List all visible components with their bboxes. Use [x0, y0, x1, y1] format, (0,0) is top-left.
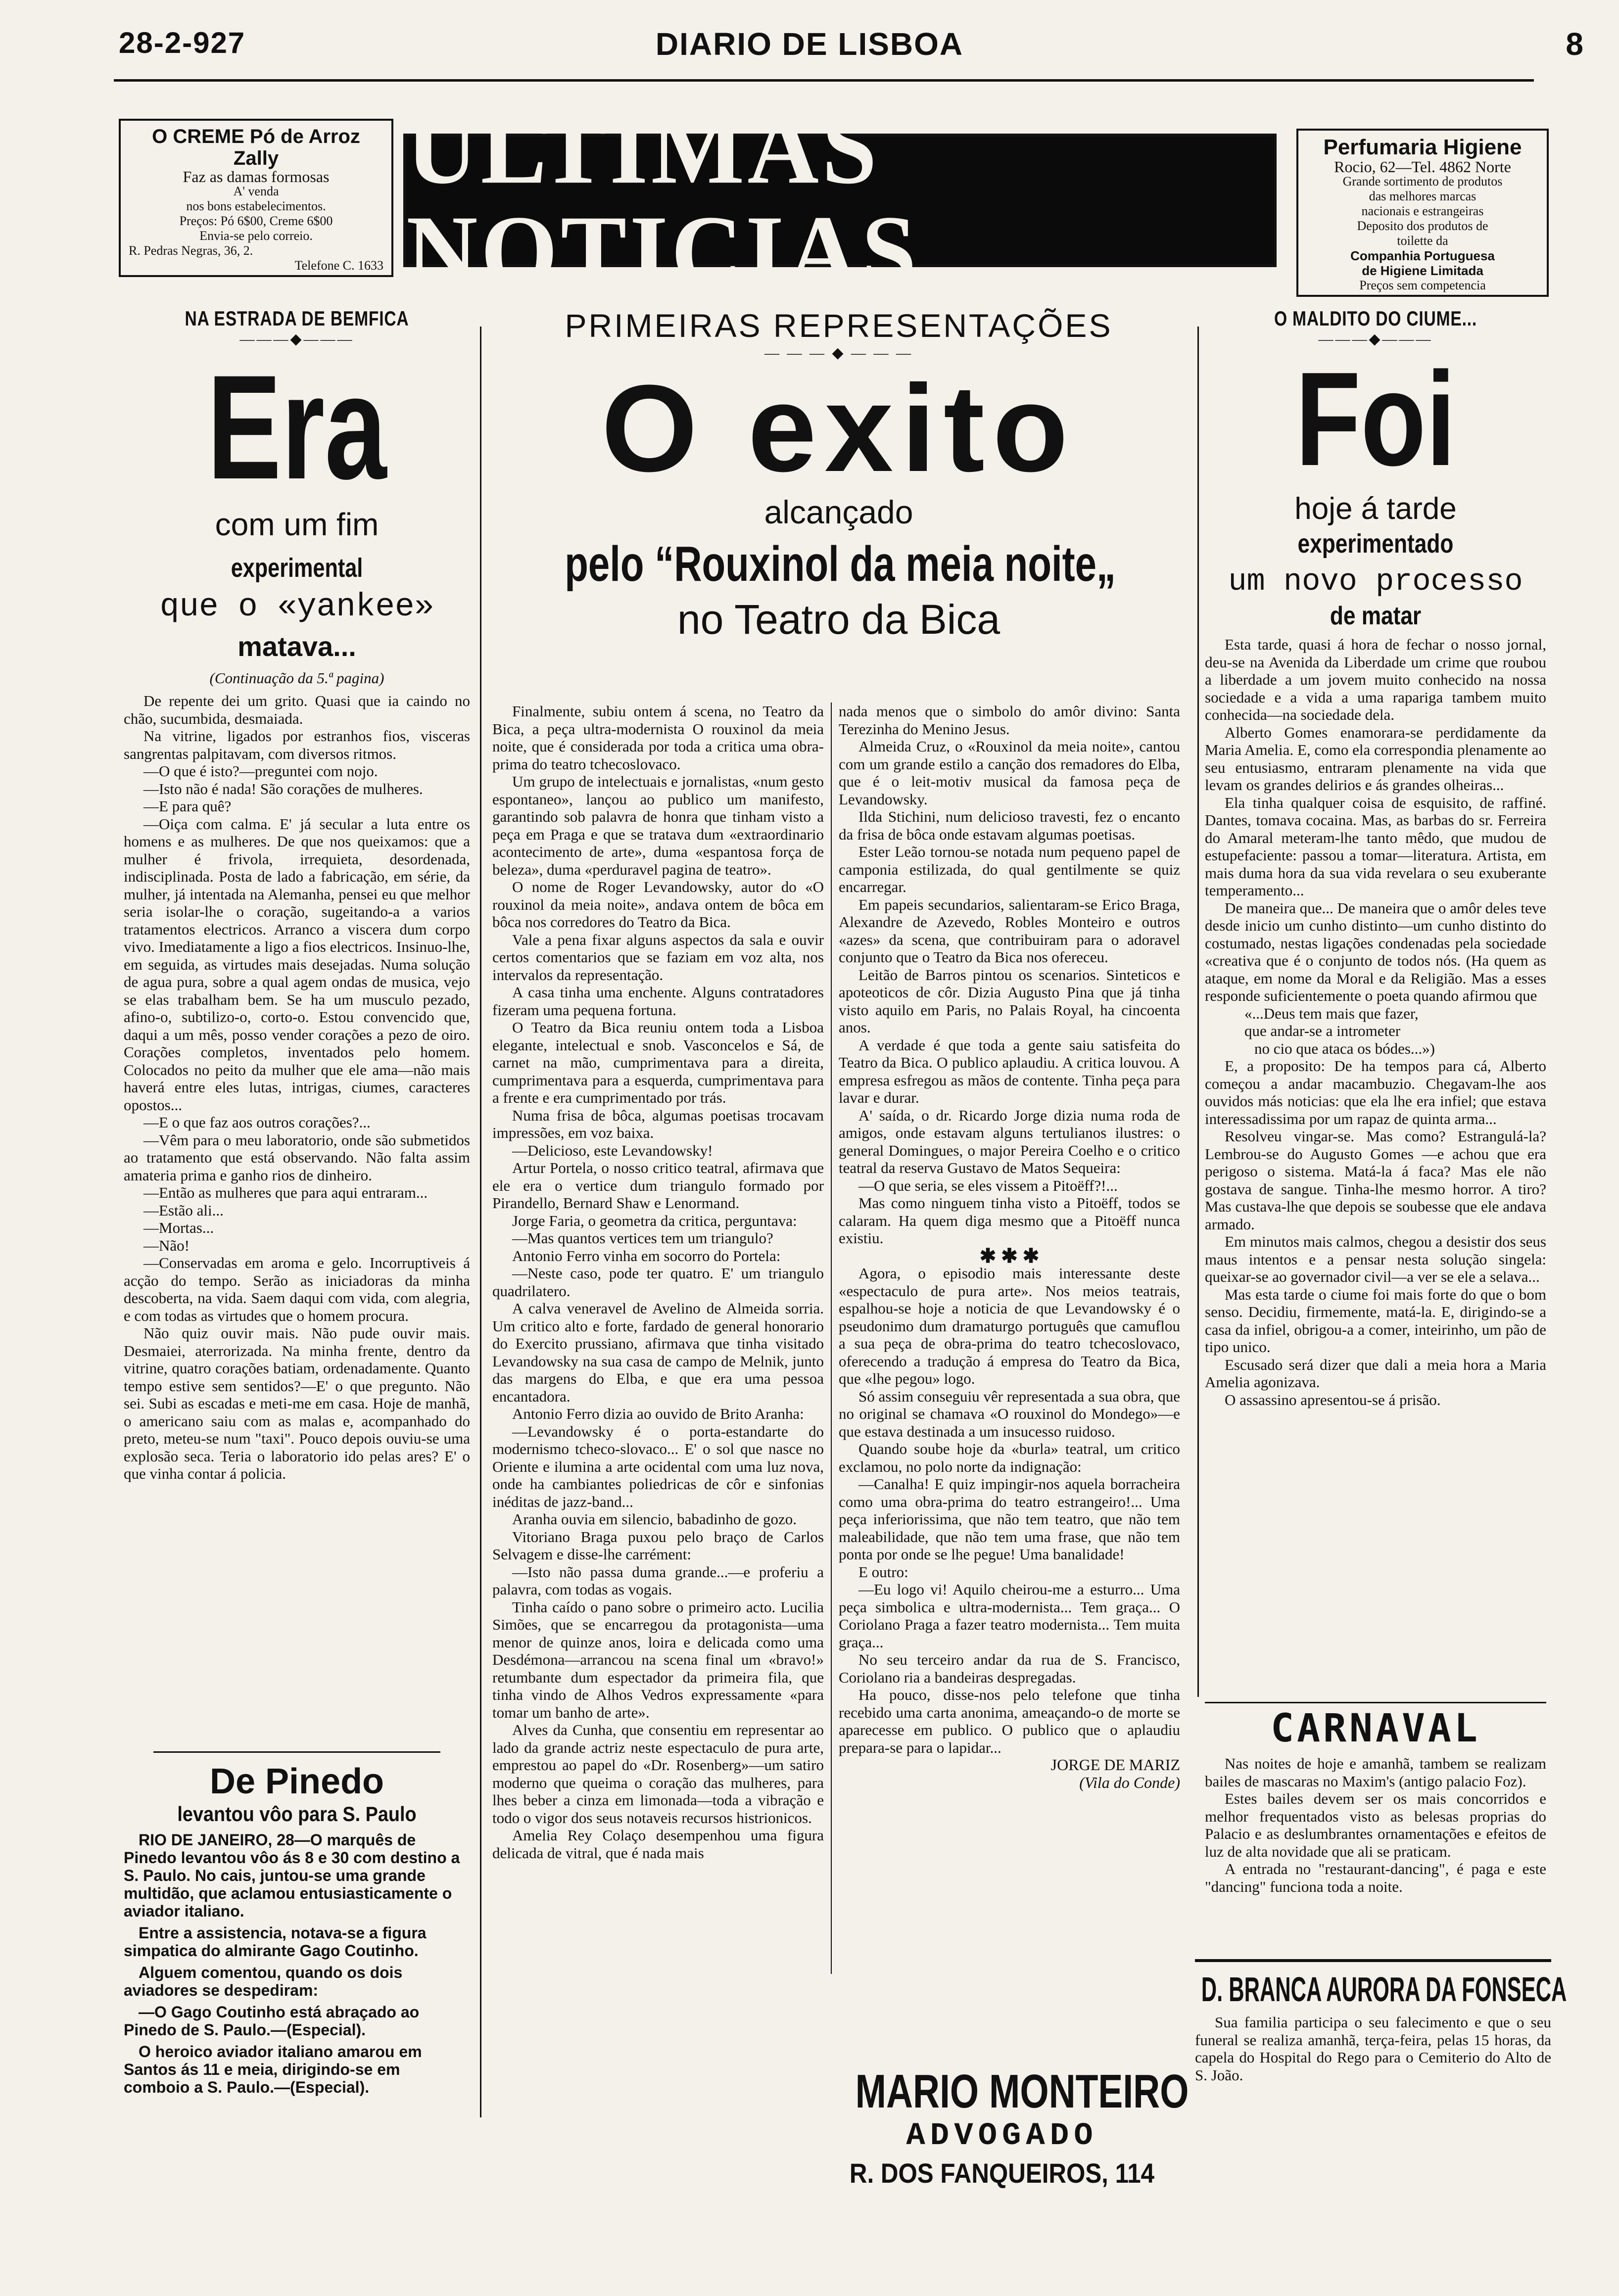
- paragraph: —Delicioso, este Levandowsky!: [512, 1141, 713, 1159]
- story-subhead: experimentado: [1297, 529, 1454, 559]
- ad-perfumaria-line: Rocio, 62—Tel. 4862 Norte: [1334, 158, 1511, 176]
- paragraph: Ela tinha qualquer coisa de esquisito, de raffiné. Dantes, tomava cocaina. Mas, as barbas do sr. Ferreira do Amaral meteram-lhe tanto mêdo, que mudou de estupefaciente: passou a tomar—literatura. Artista, em mais duma hora da sua vida revelara o seu exuberante temperamento...: [1205, 794, 1546, 899]
- paragraph: A' saída, o dr. Ricardo Jorge dizia numa roda de amigos, onde estavam alguns tertulianos ilustres: o general Domingues, o major Pereira Coelho e o critico teatral da reserva Gustavo de Matos Sequeira:: [839, 1106, 1180, 1176]
- story-de-pinedo: [124, 1764, 470, 2100]
- story-o-exito: [487, 307, 1190, 2189]
- ad-mario-role: ADVOGADO: [906, 2118, 1098, 2154]
- ad-creme-zally: [119, 119, 393, 277]
- paragraph: Leitão de Barros pintou os scenarios. Sinteticos e apoteoticos de côr. Dizia Augusto Pina que já tinha visto aquilo em Paris, no Palais Royal, ha cincoenta anos.: [839, 966, 1180, 1036]
- paragraph: Artur Portela, o nosso critico teatral, afirmava que ele era o vertice dum triangulo formado por Pirandello, Bernard Shaw e Lenormand.: [492, 1159, 824, 1212]
- story-subhead: matava...: [238, 631, 356, 662]
- paragraph: Alberto Gomes enamorara-se perdidamente da Maria Amelia. E, como ela correspondia plenamente ao seu entusiasmo, entraram plenamente na vida que levam os grandes delirios e ás grandes olheiras...: [1205, 723, 1546, 794]
- story-subhead: hoje á tarde: [1294, 492, 1457, 526]
- paragraph: —Não!: [143, 1236, 190, 1254]
- ornament: — — — ◆ — — —: [764, 345, 913, 361]
- story-subhead: alcançado: [764, 494, 913, 530]
- paragraph: —Canalha! E quiz impingir-nos aquela borracheira como uma obra-prima do teatro estrangeiro!... Uma peça inferiorissima, que não tem teatro, que não tem maleabilidade, que não tem uma frase, que não tem ponta por onde se lhe pegue! Uma banalidade!: [839, 1475, 1180, 1563]
- column-rule: [480, 327, 481, 2117]
- paragraph: Entre a assistencia, notava-se a figura simpatica do almirante Gago Coutinho.: [124, 1924, 427, 1960]
- paragraph: Almeida Cruz, o «Rouxinol da meia noite», cantou com um grande estilo a canção dos remadores do Elba, que é o leit-motiv musical da famosa peça de Levandowsky.: [839, 738, 1180, 808]
- paragraph: Na vitrine, ligados por estranhos fios, visceras sangrentas palpitavam, com diversos ritmos.: [124, 727, 470, 762]
- ad-zally-brand: O CREME Pó de Arroz Zally: [152, 126, 360, 169]
- paragraph: Só assim conseguiu vêr representada a sua obra, que no original se chamava «O rouxinol do Mondego»—e que estava destinada a um insucesso ruidoso.: [839, 1387, 1180, 1440]
- ultimas-noticias-banner: [403, 91, 1277, 310]
- paragraph: Finalmente, subiu ontem á scena, no Teatro da Bica, a peça ultra-modernista O rouxinol da meia noite, que é considerada por toda a critica uma obra-prima do teatro tchecoslovaco.: [492, 703, 824, 773]
- paragraph: A calva veneravel de Avelino de Almeida sorria. Um critico alto e forte, fardado de general honorario do Exercito prussiano, afirmava que tinha visitado Levandowsky na sua casa de campo de Melnik, junto das margens do Elba, e que era uma pessoa encantadora.: [492, 1300, 824, 1405]
- paragraph: Alguem comentou, quando os dois aviadores se despediram:: [124, 1964, 403, 1999]
- ad-perfumaria-line: Preços sem competencia: [1359, 278, 1486, 292]
- ad-perfumaria-line: das melhores marcas: [1369, 189, 1476, 203]
- ad-perfumaria-line: Deposito dos produtos de: [1357, 219, 1488, 233]
- paragraph: Vale a pena fixar alguns aspectos da sala e ouvir certos comentarios que se faziam em voz alta, nos intervalos da representação.: [492, 931, 824, 984]
- banner-title: ULTIMAS NOTICIAS: [406, 91, 920, 310]
- paragraph: Um grupo de intelectuais e jornalistas, «num gesto espontaneo», lançou ao publico um manifesto, garantindo sob palavra de honra que tinham visto a peça em Praga e que se tratava dum «extraordinario acontecimento de arte», duma «espantosa força de beleza», duma «perduravel pagina de teatro».: [492, 773, 824, 878]
- carnaval-title: CARNAVAL: [1271, 1706, 1480, 1751]
- ad-perfumaria-line: Grande sortimento de produtos: [1342, 174, 1503, 188]
- paragraph: Agora, o episodio mais interessante deste «espectaculo de pura arte». Nos meios teatrais, espalhou-se hoje a noticia de que Levandowsky é o pseudonimo dum dramaturgo português que camuflou a sua peça de obra-prima do teatro tchecoslovaco, oferecendo a tradução á empresa do Teatro da Bica, que «lhe pegou» logo.: [839, 1265, 1180, 1387]
- story-era: [124, 307, 470, 2096]
- column-rule: [1197, 327, 1199, 1697]
- paragraph: —Vêm para o meu laboratorio, onde são submetidos ao tratamento que está observando. Não falta assim amateria prima e ganho rios de dinheiro.: [124, 1131, 470, 1184]
- story-kicker: O MALDITO DO CIUME...: [1274, 307, 1477, 330]
- ornament: ———◆———: [239, 331, 354, 347]
- paragraph: Ilda Stichini, num delicioso travesti, fez o encanto da frisa de bôca onde estavam algumas poetisas.: [839, 808, 1180, 843]
- paragraph: —Conservadas em aroma e gelo. Incorruptiveis á acção do tempo. Serão as iniciadoras da minha descoberta, na vida. Saem daqui com vida, com alegria, e com todas as virtudes que o homem procura.: [124, 1254, 470, 1324]
- pinedo-headline: De Pinedo: [209, 1762, 384, 1801]
- paragraph: nada menos que o simbolo do amôr divino: Santa Terezinha do Menino Jesus.: [839, 703, 1180, 738]
- story-subhead: pelo “Rouxinol da meia noite„: [565, 536, 1116, 592]
- paragraph: A casa tinha uma enchente. Alguns contratadores fizeram uma pequena fortuna.: [492, 984, 824, 1019]
- paragraph: O Teatro da Bica reuniu ontem toda a Lisboa elegante, intelectual e snob. Vasconcelos e Sá, de carnet na mão, cumprimentava para a direita, cumprimentava para a esquerda, cumprimentava para a frente e era cumprimentado por trás.: [492, 1019, 824, 1106]
- paragraph: —E o que faz aos outros corações?...: [143, 1114, 371, 1131]
- continuation-note: (Continuação da 5.ª pagina): [209, 669, 384, 687]
- paragraph: Não quiz ouvir mais. Não pude ouvir mais. Desmaiei, aterrorizada. Na minha frente, dentro da vitrine, quatro corações batiam, ordenadamente. Quanto tempo estive sem sentidos?—E' o que pregunto. Não sei. Subi as escadas e meti-me em casa. Hoje de manhã, o americano saiu com as malas e, acompanhado do preto, meteu-se num "taxi". Pouco depois ouviu-se uma explosão seca. Teria o laboratorio ido pelas ares? E' o que vinha contar á policia.: [124, 1324, 470, 1482]
- paragraph: O heroico aviador italiano amarou em Santos ás 11 e meia, dirigindo-se em comboio a S. Paulo.—(Especial).: [124, 2043, 422, 2096]
- paragraph: O nome de Roger Levandowsky, autor do «O rouxinol da meia noite», andava ontem de bôca em bôca nos corredores do Teatro da Bica.: [492, 878, 824, 931]
- section-stars: ✱ ✱ ✱: [979, 1244, 1040, 1267]
- author-name: JORGE DE MARIZ: [1050, 1756, 1180, 1774]
- paragraph: Escusado será dizer que dali a meia hora a Maria Amelia agonizava.: [1205, 1356, 1546, 1391]
- paragraph: —Mas quantos vertices tem um triangulo?: [512, 1229, 773, 1247]
- paragraph: A entrada no "restaurant-dancing", é paga e este "dancing" funciona toda a noite.: [1205, 1860, 1546, 1895]
- paragraph: —Eu logo vi! Aquilo cheirou-me a esturro... Uma peça simbolica e ultra-modernista... Tem graça... O Coriolano Praga a fazer teatro modernista... Tem muita graça...: [839, 1581, 1180, 1651]
- paragraph: E outro:: [858, 1563, 908, 1581]
- ad-perfumaria-line: de Higiene Limitada: [1362, 263, 1483, 278]
- story-body: [124, 692, 470, 1483]
- page-number: 8: [1566, 26, 1584, 62]
- paragraph: A verdade é que toda a gente saiu satisfeita do Teatro da Bica. O publico aplaudiu. A critica louvou. A empresa esfregou as mãos de contente. Tinha peça para lavar e durar.: [839, 1036, 1180, 1106]
- story-body: [1205, 636, 1546, 1408]
- paragraph: Numa frisa de bôca, algumas poetisas trocavam impressões, em voz baixa.: [492, 1106, 824, 1141]
- ad-perfumaria-line: toilette da: [1397, 234, 1448, 248]
- paragraph: No seu terceiro andar da rua de S. Francisco, Coriolano ria a bandeiras despregadas.: [839, 1651, 1180, 1686]
- story-subhead: que o «yankee»: [159, 588, 434, 625]
- ad-perfumaria-line: Companhia Portuguesa: [1350, 248, 1495, 263]
- paragraph: De repente dei um grito. Quasi que ia caindo no chão, sucumbida, desmaiada.: [124, 692, 470, 727]
- pinedo-subhead: levantou vôo para S. Paulo: [177, 1802, 417, 1826]
- story-headline: Era: [207, 344, 387, 510]
- story-headline: Foi: [1295, 345, 1456, 494]
- verse-line: que andar-se a intrometer: [1244, 1022, 1401, 1039]
- paragraph: Jorge Faria, o geometra da critica, perguntava:: [512, 1212, 797, 1229]
- obituary-notice: [1195, 1959, 1567, 2084]
- paragraph: Vitoriano Braga puxou pelo braço de Carlos Selvagem e disse-lhe carrément:: [492, 1528, 824, 1563]
- story-headline: O exito: [601, 359, 1076, 497]
- paragraph: —Neste caso, pode ter quatro. E' um triangulo quadrilatero.: [492, 1265, 824, 1300]
- paragraph: Em minutos mais calmos, chegou a desistir dos seus maus intentos e a pensar nesta solução singela: queixar-se ao governador civil—a ver se ele a selava...: [1205, 1233, 1546, 1285]
- story-subhead: de matar: [1330, 602, 1422, 630]
- paragraph: RIO DE JANEIRO, 28—O marquês de Pinedo levantou vôo ás 8 e 30 com destino a S. Paulo. No cais, juntou-se uma grande multidão, que aclamou entusiasticamente o aviador italiano.: [124, 1831, 460, 1920]
- ad-mario-address: R. DOS FANQUEIROS, 114: [849, 2157, 1155, 2189]
- paragraph: —Isto não é nada! São corações de mulheres.: [143, 780, 423, 797]
- ad-zally-line: A' venda: [233, 184, 279, 198]
- story-body-col2: [839, 703, 1180, 1791]
- paragraph: —Isto não passa duma grande...—e proferiu a palavra, com todas as vogais.: [492, 1563, 824, 1598]
- paragraph: —Estão ali...: [143, 1201, 224, 1219]
- paragraph: E, a proposito: De ha tempos para cá, Alberto começou a andar macambuzio. Chegavam-lhe aos ouvidos más noticias: que ela lhe era infiel; que estava interessadissima por um rapaz de quinta arma...: [1205, 1057, 1546, 1127]
- ad-zally-line: nos bons estabelecimentos.: [186, 199, 326, 213]
- paragraph: De maneira que... De maneira que o amôr deles teve desde inicio um cunho distinto—um cunho distinto do costumado, nestas ligações condenadas pela sociedade «creativa que é o conjunto de todos nós. (Ha quem as ataque, em nome da Moral e da Religião. Mas a esses responde suficientemente o poeta quando afirmou que: [1205, 899, 1546, 1004]
- paragraph: —Oiça com calma. E' já secular a luta entre os homens e as mulheres. De que nos queixamos: que a mulher é frivola, irrequieta, desordenada, indisciplinada. Posta de lado a fabricação, em série, da mulher, já intentada na Alemanha, pensei eu que melhor seria isolar-lhe o coração, sugeitando-a a varios tratamentos electricos. Arranco a viscera dum corpo vivo. Imediatamente a ligo a fios electricos. Insinuo-lhe, em seguida, as virtudes mais desejadas. Numa solução de agua pura, sobre a qual agem ondas de musica, vejo se elas trabalham bem. Se ha um musculo pezado, afino-o, subtilizo-o, corto-o. Estou convencido que, daqui a um mês, posso vender corações a pezo de oiro. Corações completos, inventados pelo homem. Colocados no peito da mulher que ele ama—não mais haverá entre eles lutas, intrigas, ciumes, caracteres opostos...: [124, 815, 470, 1114]
- paragraph: Resolveu vingar-se. Mas como? Estrangulá-la? Lembrou-se do Augusto Gomes —e achou que era perigoso o sistema. Matá-la á faca? Mas ele não gostava de sangue. Tinha-lhe mesmo horror. A tiro? Mas custava-lhe que depois se soubesse que ele andava armado.: [1205, 1127, 1546, 1233]
- ad-zally-line: Faz as damas formosas: [183, 168, 330, 186]
- paragraph: O assassino apresentou-se á prisão.: [1225, 1391, 1441, 1408]
- verse-line: «...Deus tem mais que fazer,: [1244, 1004, 1419, 1022]
- header-rule: [114, 79, 1534, 82]
- paragraph: —E para quê?: [143, 797, 232, 815]
- ad-zally-line: Telefone C. 1633: [294, 258, 383, 273]
- author-location: (Vila do Conde): [1079, 1773, 1180, 1791]
- ornament: ———◆———: [1318, 331, 1433, 347]
- paragraph: Alves da Cunha, que consentiu em representar ao lado da grande actriz neste espectaculo de pura arte, emprestou ao papel do «Dr. Rosenberg»—um satiro moderno que queima o coração das mulheres, para lhes beber a cinza em limonada—toda a vibração e todo o vigor dos seus notaveis recursos histrionicos.: [492, 1721, 824, 1827]
- story-foi: [1195, 307, 1567, 2084]
- paragraph: Em papeis secundarios, salientaram-se Erico Braga, Alexandre de Azevedo, Robles Monteiro e outros «azes» da scena, que contribuiram para o adoravel conjunto que o Teatro da Bica nos ofereceu.: [839, 895, 1180, 966]
- ad-mario-name: MARIO MONTEIRO: [855, 2065, 1189, 2118]
- ad-perfumaria-line: nacionais e estrangeiras: [1361, 204, 1484, 218]
- obituary-name: D. BRANCA AURORA DA FONSECA: [1201, 1970, 1567, 2009]
- paragraph: Esta tarde, quasi á hora de fechar o nosso jornal, deu-se na Avenida da Liberdade um crime que roubou a liberdade a um jovem muito conhecido na nossa sociedade e a vida a uma rapariga tambem muito conhecida—na sociedade dela.: [1205, 636, 1546, 723]
- paragraph: Estes bailes devem ser os mais concorridos e melhor frequentados visto as belesas proprias do Palacio e as deslumbrantes ornamentações e efeitos de luz de alta novidade que ali se praticam.: [1205, 1790, 1546, 1860]
- story-subhead: com um fim: [215, 507, 379, 542]
- story-subhead: experimental: [231, 553, 363, 583]
- story-kicker: NA ESTRADA DE BEMFICA: [185, 307, 409, 330]
- paragraph: Ha pouco, disse-nos pelo telefone que tinha recebido uma carta anonima, ameaçando-o de morte se aparecesse em publico. O publico que o aplaudiu prepara-se para o lapidar...: [839, 1686, 1180, 1756]
- paragraph: —Mortas...: [143, 1219, 214, 1236]
- section-rule: [1205, 1702, 1546, 1703]
- obituary-body: [1195, 2014, 1551, 2084]
- story-subhead: um novo processo: [1228, 564, 1523, 599]
- column-rule: [831, 703, 832, 1974]
- paragraph: Aranha ouvia em silencio, babadinho de gozo.: [512, 1510, 797, 1528]
- ad-mario-monteiro: [814, 2065, 1190, 2189]
- notice-carnaval: [1205, 1702, 1546, 1895]
- paragraph: Amelia Rey Colaço desempenhou uma figura delicada de vitral, que é nada mais: [492, 1827, 824, 1862]
- paragraph: Ester Leão tornou-se notada num pequeno papel de camponia estilizada, do qual gentilmente se quiz encarregar.: [839, 843, 1180, 895]
- ad-zally-line: R. Pedras Negras, 36, 2.: [129, 243, 253, 258]
- issue-date: 28-2-927: [119, 26, 246, 59]
- pinedo-body: [124, 1831, 470, 2096]
- ad-zally-line: Preços: Pó 6$00, Creme 6$00: [179, 214, 333, 228]
- paragraph: Mas como ninguem tinha visto a Pitoëff, todos se calaram. Ha quem diga mesmo que a Pitoëff nunca existiu.: [839, 1194, 1180, 1247]
- ad-zally-line: Envia-se pelo correio.: [199, 229, 313, 243]
- paragraph: —O Gago Coutinho está abraçado ao Pinedo de S. Paulo.—(Especial).: [124, 2003, 420, 2039]
- paragraph: Mas esta tarde o ciume foi mais forte do que o bom senso. Decidiu, firmemente, matá-la. E, dirigindo-se a casa da infiel, obrigou-a a comer, inteirinho, um pão de tipo unico.: [1205, 1285, 1546, 1356]
- story-kicker: PRIMEIRAS REPRESENTAÇÕES: [565, 307, 1113, 344]
- paragraph: Tinha caído o pano sobre o primeiro acto. Lucilia Simões, que se encarregou da protagonista—uma menor de quinze anos, loira e delicada como uma Desdémona—arrancou na scena final um «bravo!» retumbante dum espectador da primeira fila, que tinha vindo de Alhos Vedros expressamente «para tomar um banho de arte».: [492, 1598, 824, 1721]
- paragraph: —O que seria, se eles vissem a Pitoëff?!...: [858, 1176, 1118, 1194]
- ad-perfumaria-higiene: [1296, 129, 1549, 297]
- paragraph: Quando soube hoje da «burla» teatral, um critico exclamou, no polo norte da indignação:: [839, 1440, 1180, 1475]
- story-body-col1: [492, 703, 824, 1862]
- story-subhead: no Teatro da Bica: [677, 596, 1000, 643]
- paragraph: —Então as mulheres que para aqui entraram...: [143, 1184, 428, 1201]
- paragraph: Antonio Ferro dizia ao ouvido de Brito Aranha:: [512, 1405, 804, 1422]
- paragraph: —Levandowsky é o porta-estandarte do modernismo tcheco-slovaco... E' o sol que nasce no Oriente e ilumina a arte ocidental com uma luz nova, onde ha cambiantes poliedricas de côr e sinfonias inéditas de jazz-band...: [492, 1422, 824, 1510]
- newspaper-name: DIARIO DE LISBOA: [655, 26, 964, 62]
- ad-perfumaria-title: Perfumaria Higiene: [1323, 135, 1522, 159]
- section-rule: [153, 1751, 440, 1753]
- paragraph: Sua familia participa o seu falecimento e que o seu funeral se realiza amanhã, terça-feira, pelas 15 horas, da capela do Hospital do Rego para o Cemiterio do Alto de S. João.: [1195, 2014, 1551, 2084]
- carnaval-body: [1205, 1755, 1546, 1895]
- paragraph: —O que é isto?—preguntei com nojo.: [143, 762, 378, 780]
- paragraph: Nas noites de hoje e amanhã, tambem se realizam bailes de mascaras no Maxim's (antigo palacio Foz).: [1205, 1755, 1546, 1790]
- verse-line: no cio que ataca os bódes...»): [1254, 1039, 1435, 1057]
- paragraph: Antonio Ferro vinha em socorro do Portela:: [512, 1247, 781, 1265]
